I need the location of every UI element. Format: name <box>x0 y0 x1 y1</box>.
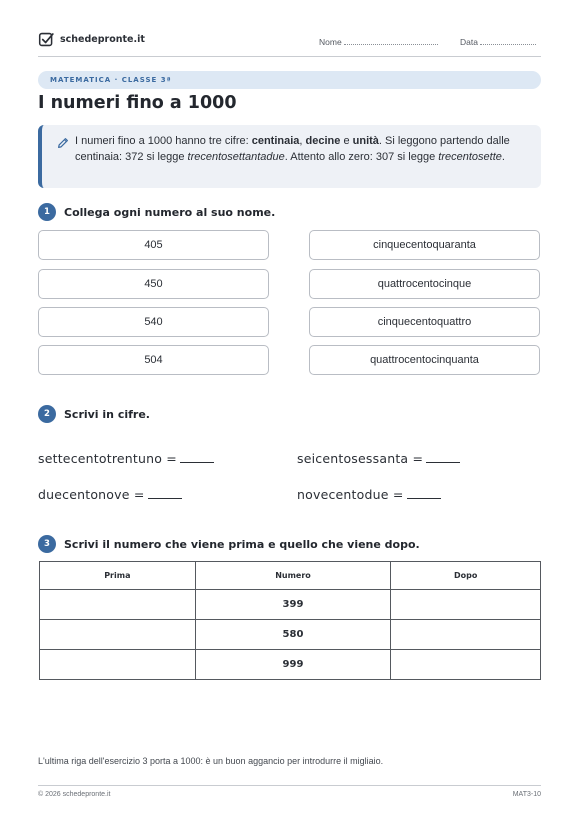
match-word-2[interactable]: quattrocentocinque <box>309 269 540 299</box>
column-header-numero: Numero <box>195 562 391 590</box>
cell-numero: 580 <box>195 620 391 650</box>
exercise-1-title: Collega ogni numero al suo nome. <box>64 205 276 219</box>
page-title: I numeri fino a 1000 <box>38 93 237 113</box>
answer-blank[interactable] <box>407 487 441 499</box>
match-number-2[interactable]: 450 <box>38 269 269 299</box>
answer-blank[interactable] <box>148 487 182 499</box>
footer-code: MAT3-10 <box>512 791 541 798</box>
cell-dopo[interactable] <box>391 620 541 650</box>
brand <box>38 31 145 48</box>
exercise-3-title: Scrivi il numero che viene prima e quello che viene dopo. <box>64 537 420 551</box>
date-field <box>460 36 536 47</box>
write-digits-item-3: duecentonove = <box>38 487 182 502</box>
exercise-1-heading <box>38 203 275 221</box>
date-blank[interactable] <box>480 36 536 45</box>
column-header-dopo: Dopo <box>391 562 541 590</box>
answer-blank[interactable] <box>180 451 214 463</box>
match-word-3[interactable]: cinquecentoquattro <box>309 307 540 337</box>
cell-numero: 399 <box>195 590 391 620</box>
answer-blank[interactable] <box>426 451 460 463</box>
write-digits-item-2: seicentosessanta = <box>297 451 460 466</box>
exercise-3-heading <box>38 535 420 553</box>
match-word-1[interactable]: cinquecentoquaranta <box>309 230 540 260</box>
name-field <box>319 36 438 47</box>
checkbox-logo-icon <box>38 31 55 48</box>
pencil-icon <box>56 136 70 150</box>
exercise-2-heading <box>38 405 150 423</box>
page-header <box>38 31 541 57</box>
match-number-1[interactable]: 405 <box>38 230 269 260</box>
info-text: I numeri fino a 1000 hanno tre cifre: centinaia, decine e unità. Si leggono partendo dalle centinaia: 372 si legge trecentosettantadue. Attento allo zero: 307 si legge trecentosette. <box>75 135 510 163</box>
teacher-note: L'ultima riga dell'esercizio 3 porta a 1000: è un buon aggancio per introdurre il migliaio. <box>38 756 384 766</box>
cell-prima[interactable] <box>40 650 196 680</box>
exercise-3-badge: 3 <box>38 535 56 553</box>
footer-divider <box>38 785 541 786</box>
brand-name: schedepronte.it <box>60 34 145 45</box>
write-digits-item-1: settecentotrentuno = <box>38 451 214 466</box>
name-blank[interactable] <box>344 36 438 45</box>
cell-dopo[interactable] <box>391 590 541 620</box>
cell-prima[interactable] <box>40 590 196 620</box>
match-number-4[interactable]: 504 <box>38 345 269 375</box>
table-row <box>40 650 541 680</box>
table-row <box>40 620 541 650</box>
subject-bar: MATEMATICA · CLASSE 3ª <box>38 71 541 89</box>
match-number-3[interactable]: 540 <box>38 307 269 337</box>
column-header-prima: Prima <box>40 562 196 590</box>
exercise-1-badge: 1 <box>38 203 56 221</box>
info-box <box>38 125 541 188</box>
cell-dopo[interactable] <box>391 650 541 680</box>
cell-prima[interactable] <box>40 620 196 650</box>
exercise-2-title: Scrivi in cifre. <box>64 407 150 421</box>
before-after-table <box>39 561 541 680</box>
write-digits-item-4: novecentodue = <box>297 487 441 502</box>
footer-copyright: © 2026 schedepronte.it <box>38 791 111 798</box>
cell-numero: 999 <box>195 650 391 680</box>
table-header-row <box>40 562 541 590</box>
date-label: Data <box>460 37 478 47</box>
exercise-2-badge: 2 <box>38 405 56 423</box>
name-label: Nome <box>319 37 342 47</box>
match-word-4[interactable]: quattrocentocinquanta <box>309 345 540 375</box>
table-row <box>40 590 541 620</box>
